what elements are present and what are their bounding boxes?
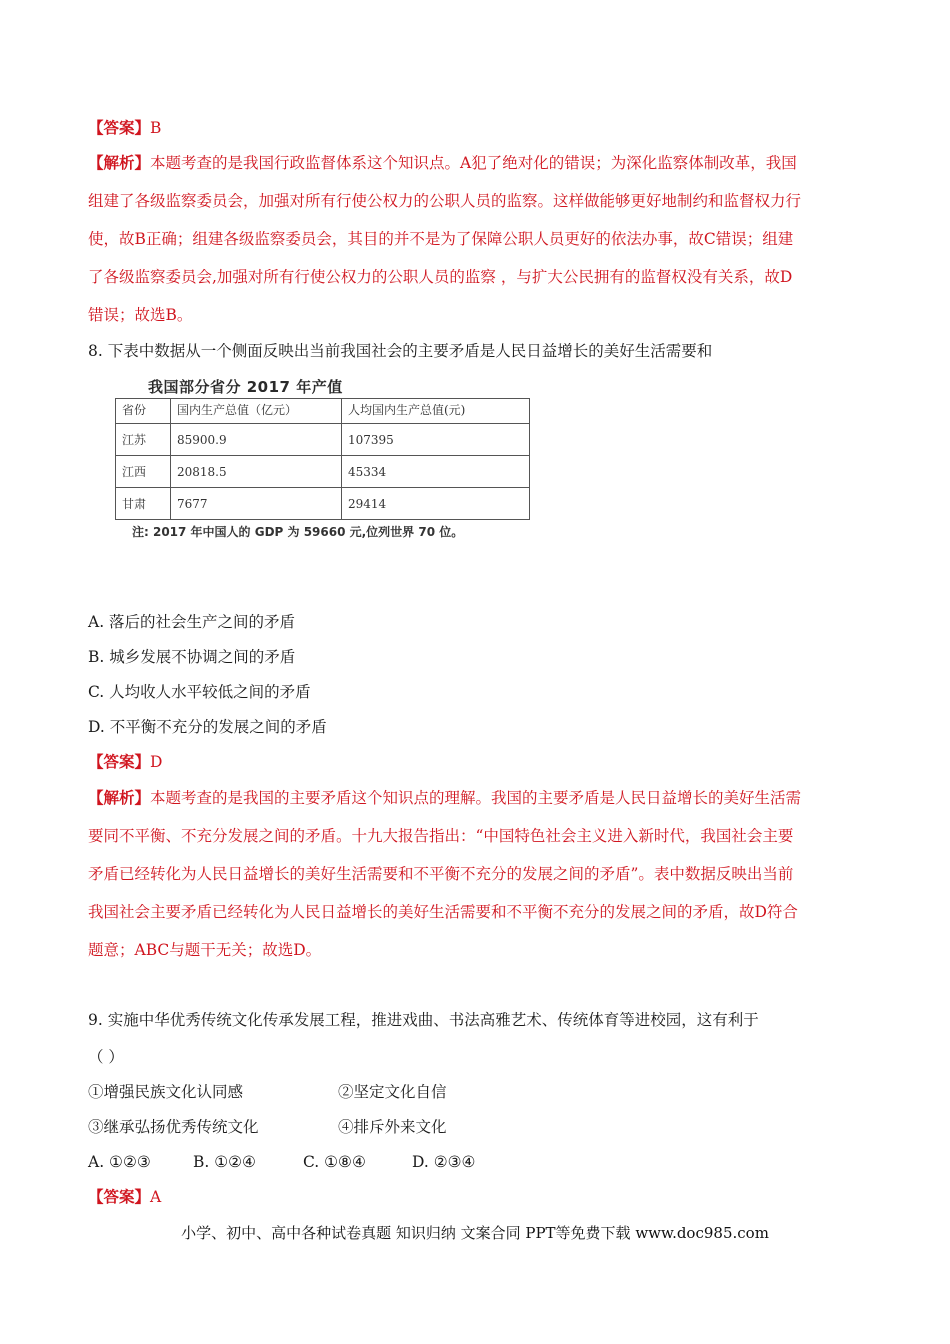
- q8-option-d: D. 不平衡不充分的发展之间的矛盾: [88, 718, 327, 736]
- table-cell: 29414: [342, 488, 530, 520]
- table-cell: 7677: [171, 488, 342, 520]
- q7-analysis-line: 组建了各级监察委员会，加强对所有行使公权力的公职人员的监察。这样做能够更好地制约和监督权力行: [88, 192, 802, 210]
- analysis-tag: 【解析】: [88, 153, 151, 172]
- table-header-cell: 人均国内生产总值(元): [342, 399, 530, 424]
- q8-option-b: B. 城乡发展不协调之间的矛盾: [88, 648, 296, 666]
- analysis-text: 本题考查的是我国行政监督体系这个知识点。A犯了绝对化的错误；为深化监察体制改革，我国: [150, 154, 797, 172]
- answer-value: B: [150, 119, 162, 137]
- q7-analysis-line: 错误；故选B。: [88, 306, 193, 324]
- answer-value: A: [150, 1188, 162, 1206]
- page-footer: 小学、初中、高中各种试卷真题 知识归纳 文案合同 PPT等免费下载 www.doc985.com: [181, 1224, 769, 1242]
- q9-answer: [88, 1187, 161, 1207]
- table-row: [116, 424, 530, 456]
- q8-analysis-line: 矛盾已经转化为人民日益增长的美好生活需要和不平衡不充分的发展之间的矛盾”。表中数据反映出当前: [88, 865, 794, 883]
- table-cell: 85900.9: [171, 424, 342, 456]
- table-header-row: [116, 399, 530, 424]
- answer-tag: 【答案】: [88, 1187, 151, 1206]
- table-cell: 江西: [116, 456, 171, 488]
- q8-analysis-line: 题意；ABC与题干无关；故选D。: [88, 941, 322, 959]
- table-cell: 107395: [342, 424, 530, 456]
- analysis-tag: 【解析】: [88, 788, 151, 807]
- q9-statement-2: ②坚定文化自信: [338, 1083, 447, 1101]
- q9-option-a: A. ①②③: [88, 1153, 151, 1171]
- table-note: 注: 2017 年中国人的 GDP 为 59660 元,位列世界 70 位。: [132, 525, 464, 539]
- q9-statement-3: ③继承弘扬优秀传统文化: [88, 1118, 259, 1136]
- q9-statement-4: ④排斥外来文化: [338, 1118, 447, 1136]
- q9-bracket: （ ）: [88, 1048, 124, 1066]
- table-cell: 江苏: [116, 424, 171, 456]
- q8-analysis-line: [88, 788, 801, 808]
- q8-analysis-line: 要同不平衡、不充分发展之间的矛盾。十九大报告指出：“中国特色社会主义进入新时代，我国社会主要: [88, 827, 794, 845]
- table-cell: 甘肃: [116, 488, 171, 520]
- table-cell: 45334: [342, 456, 530, 488]
- table-header-cell: 国内生产总值（亿元）: [171, 399, 342, 424]
- q8-option-a: A. 落后的社会生产之间的矛盾: [88, 613, 296, 631]
- table-title: 我国部分省分 2017 年产值: [148, 378, 343, 396]
- analysis-text: 本题考查的是我国的主要矛盾这个知识点的理解。我国的主要矛盾是人民日益增长的美好生活需: [150, 789, 802, 807]
- q8-stem: 8. 下表中数据从一个侧面反映出当前我国社会的主要矛盾是人民日益增长的美好生活需要和: [88, 342, 713, 360]
- gdp-table: [115, 398, 530, 520]
- table-row: [116, 456, 530, 488]
- answer-tag: 【答案】: [88, 752, 151, 771]
- q9-statement-1: ①增强民族文化认同感: [88, 1083, 244, 1101]
- q9-option-c: C. ①⑧④: [303, 1153, 366, 1171]
- q7-analysis-line: 了各级监察委员会,加强对所有行使公权力的公职人员的监察 ，与扩大公民拥有的监督权没有关系，故D: [88, 268, 793, 286]
- q9-option-b: B. ①②④: [193, 1153, 256, 1171]
- table-cell: 20818.5: [171, 456, 342, 488]
- answer-tag: 【答案】: [88, 118, 151, 137]
- table-header-cell: 省份: [116, 399, 171, 424]
- gdp-table-figure: [115, 378, 535, 540]
- q8-analysis-line: 我国社会主要矛盾已经转化为人民日益增长的美好生活需要和不平衡不充分的发展之间的矛盾，故D符合: [88, 903, 798, 921]
- table-row: [116, 488, 530, 520]
- q7-answer: [88, 118, 161, 138]
- q9-stem: 9. 实施中华优秀传统文化传承发展工程，推进戏曲、书法高雅艺术、传统体育等进校园，这有利于: [88, 1011, 759, 1029]
- q9-option-d: D. ②③④: [412, 1153, 476, 1171]
- q8-option-c: C. 人均收人水平较低之间的矛盾: [88, 683, 311, 701]
- q7-analysis-line: 使，故B正确；组建各级监察委员会，其目的并不是为了保障公职人员更好的依法办事，故C错误；组建: [88, 230, 794, 248]
- answer-value: D: [150, 753, 163, 771]
- q7-analysis-line: [88, 153, 797, 173]
- q8-answer: [88, 752, 162, 772]
